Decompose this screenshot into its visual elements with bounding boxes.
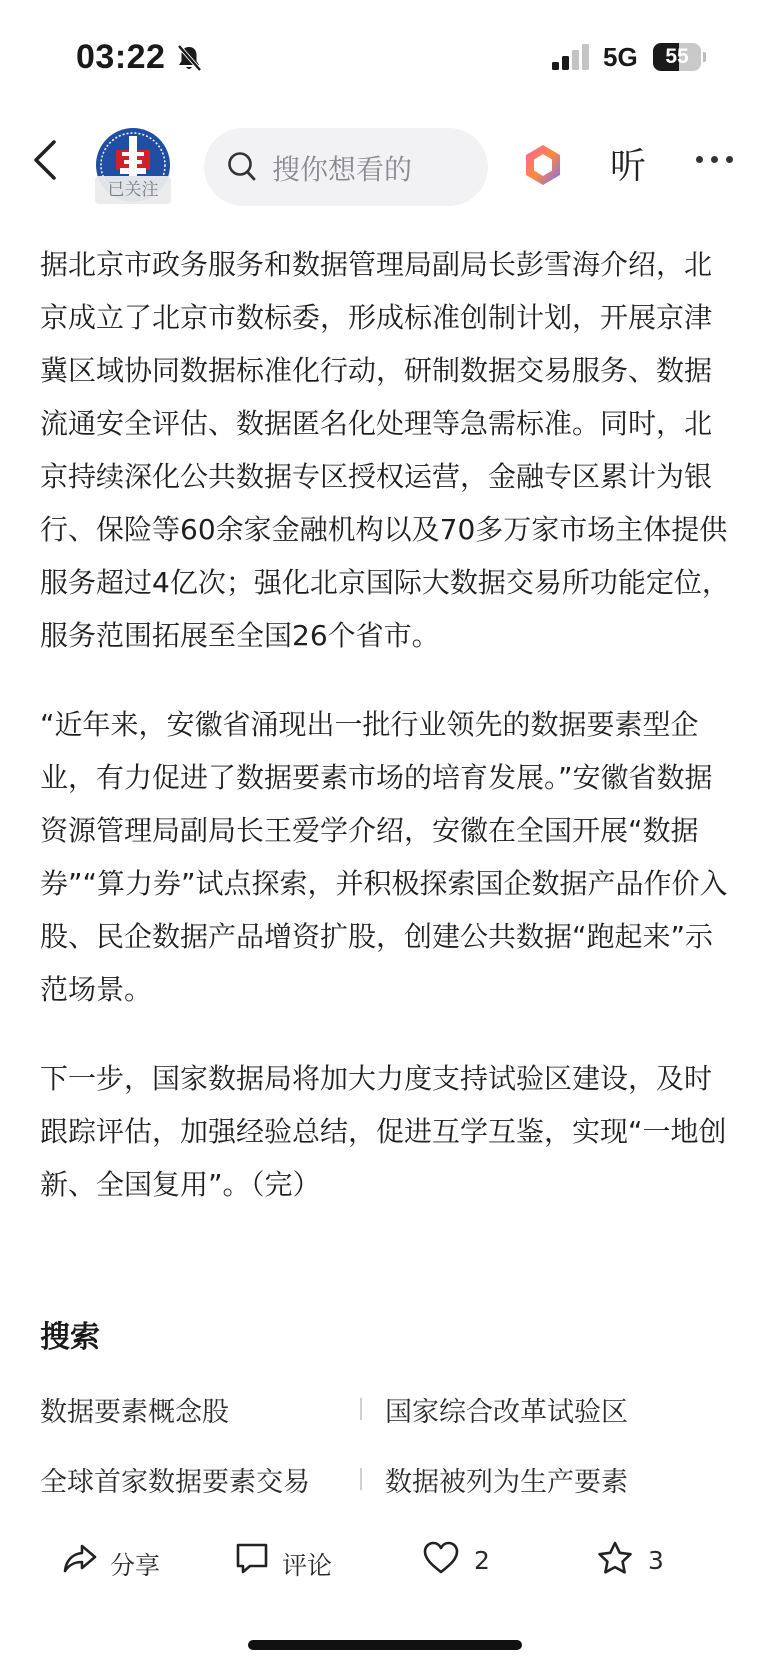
article-body: [40, 238, 730, 1247]
like-count: 2: [474, 1546, 490, 1575]
article-paragraph: 下一步，国家数据局将加大力度支持试验区建设，及时跟踪评估，加强经验总结，促进互学互鉴，实现“一地创新、全国复用”。（完）: [40, 1062, 727, 1201]
signal-icon: [552, 43, 592, 71]
article-paragraph: 据北京市政务服务和数据管理局副局长彭雪海介绍，北京成立了北京市数标委，形成标准创制计划，开展京津冀区域协同数据标准化行动，研制数据交易服务、数据流通安全评估、数据匿名化处理等急需标准。同时，北京持续深化公共数据专区授权运营，金融专区累计为银行、保险等60余家金融机构以及70多万家市场主体提供服务超过4亿次；强化北京国际大数据交易所功能定位，服务范围拓展至全国26个省市。: [40, 248, 730, 652]
share-icon: [62, 1540, 98, 1576]
listen-button[interactable]: 听: [610, 146, 647, 187]
ai-assistant-icon[interactable]: [520, 142, 566, 188]
search-placeholder: 搜你想看的: [272, 153, 413, 186]
status-time: 03:22: [76, 38, 166, 76]
share-button[interactable]: [62, 1536, 172, 1586]
share-label: 分享: [110, 1551, 161, 1580]
comment-label: 评论: [282, 1551, 333, 1580]
network-type: 5G: [603, 42, 638, 72]
search-keyword[interactable]: 数据被列为生产要素: [385, 1467, 628, 1498]
comment-icon: [234, 1540, 270, 1576]
favorite-button[interactable]: [596, 1536, 676, 1586]
article-paragraph: “近年来，安徽省涌现出一批行业领先的数据要素型企业，有力促进了数据要素市场的培育发展。”安徽省数据资源管理局副局长王爱学介绍，安徽在全国开展“数据券”“算力券”试点探索，并积极探索国企数据产品作价入股、民企数据产品增资扩股，创建公共数据“跑起来”示范场景。: [40, 708, 728, 1006]
search-input[interactable]: [204, 128, 488, 206]
keyword-divider: [360, 1468, 362, 1490]
bottom-action-bar: [0, 1516, 769, 1606]
star-icon: [596, 1540, 634, 1576]
search-keyword[interactable]: 数据要素概念股: [40, 1397, 229, 1428]
status-bar: [0, 0, 769, 110]
home-indicator[interactable]: [248, 1640, 522, 1650]
search-icon: [226, 150, 258, 184]
comment-button[interactable]: [234, 1536, 354, 1586]
follow-status-badge[interactable]: 已关注: [95, 176, 171, 204]
nav-bar: [0, 118, 769, 218]
search-keyword[interactable]: 全球首家数据要素交易: [40, 1467, 310, 1498]
search-keyword[interactable]: 国家综合改革试验区: [385, 1397, 628, 1428]
battery-level: 55: [665, 45, 689, 68]
keyword-divider: [360, 1398, 362, 1420]
silent-bell-icon: [176, 44, 202, 72]
related-search-title: 搜索: [40, 1320, 100, 1355]
back-icon[interactable]: [30, 136, 66, 184]
related-search-section: [40, 1312, 730, 1498]
favorite-count: 3: [648, 1546, 664, 1575]
more-icon[interactable]: [692, 148, 736, 172]
heart-icon: [422, 1540, 460, 1576]
like-button[interactable]: [422, 1536, 502, 1586]
battery-icon: [653, 43, 705, 71]
